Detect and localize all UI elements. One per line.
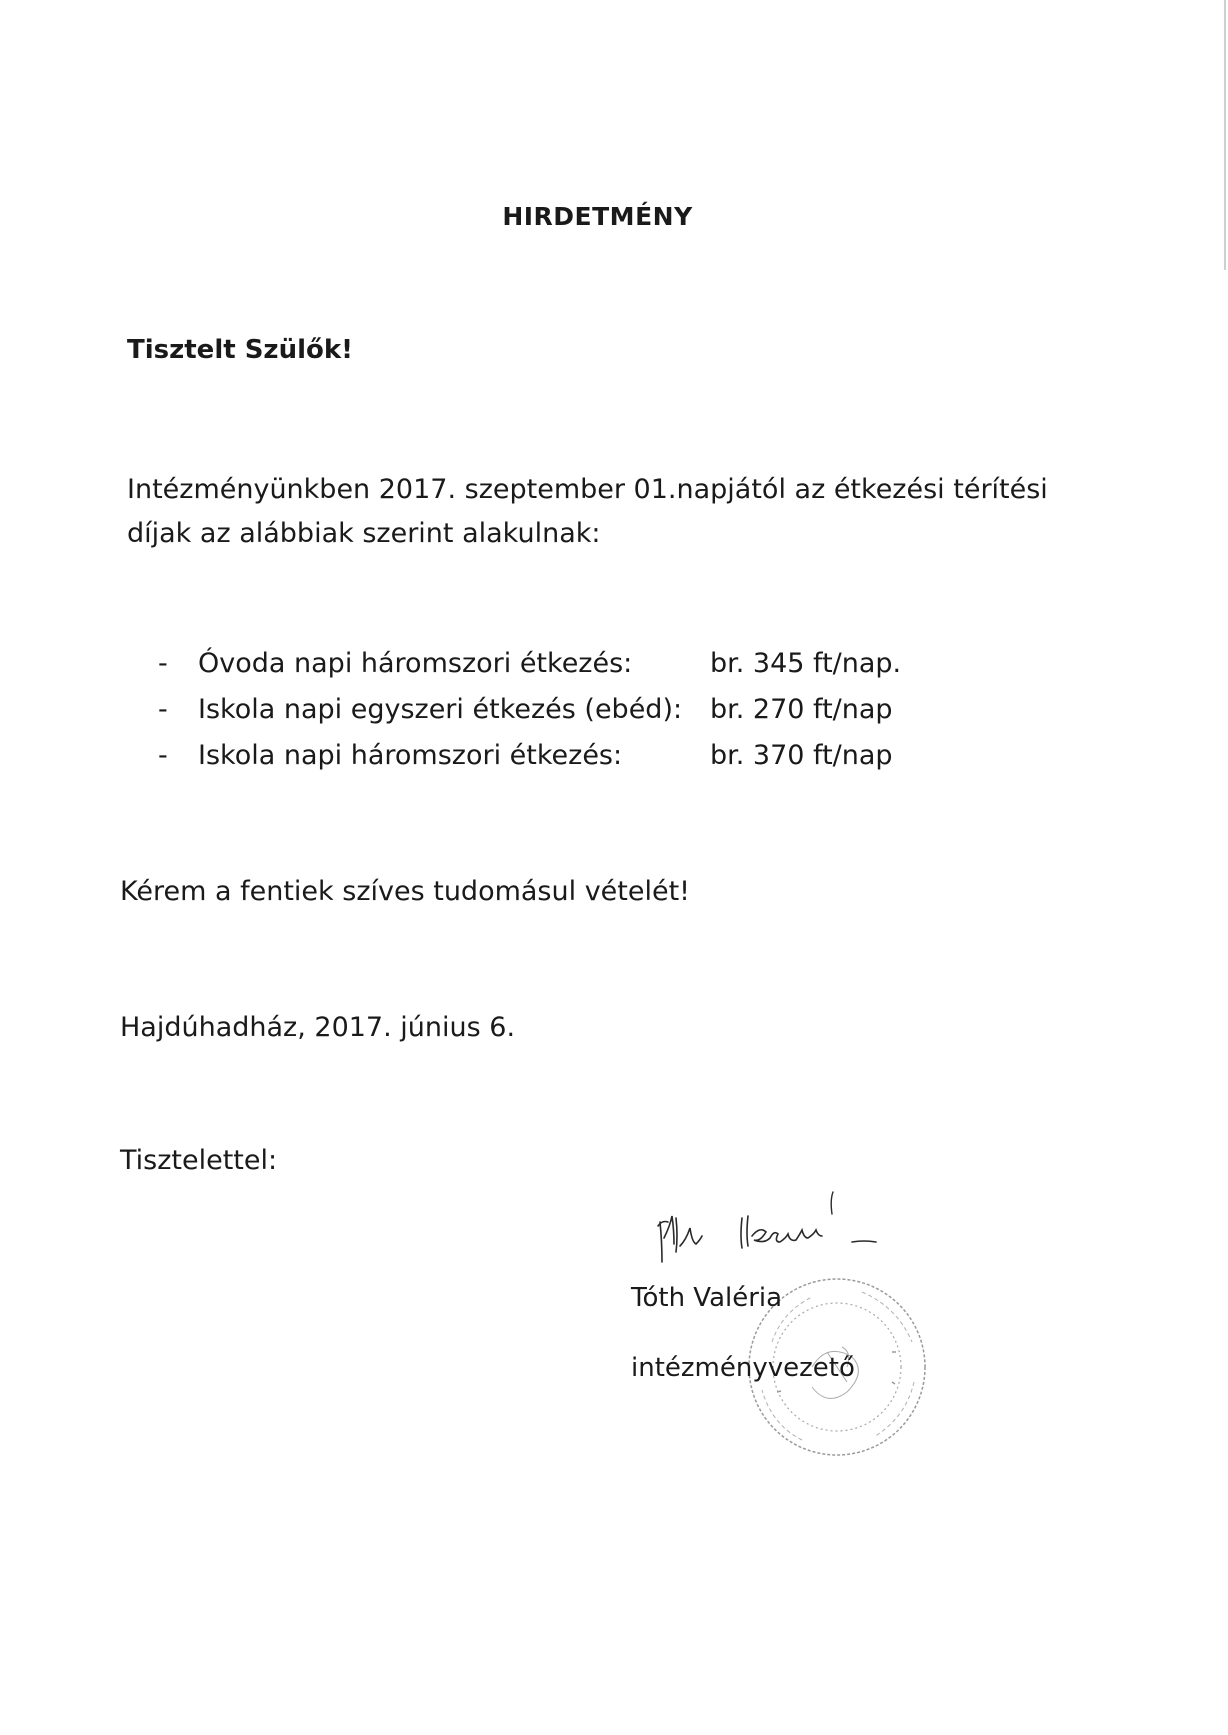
closing-sentence: Kérem a fentiek szíves tudomásul vételét! bbox=[120, 876, 691, 907]
fee-item bbox=[158, 694, 958, 740]
fee-label: Óvoda napi háromszori étkezés: bbox=[198, 648, 633, 679]
signer-name: Tóth Valéria bbox=[631, 1283, 783, 1313]
bullet-dash: - bbox=[158, 740, 168, 771]
handwritten-signature bbox=[650, 1188, 920, 1278]
fee-label: Iskola napi egyszeri étkezés (ebéd): bbox=[198, 694, 683, 725]
intro-paragraph: Intézményünkben 2017. szeptember 01.napjától az étkezési térítési díjak az alábbiak szerint alakulnak: bbox=[127, 474, 1048, 549]
bullet-dash: - bbox=[158, 648, 168, 679]
bullet-dash: - bbox=[158, 694, 168, 725]
fee-value: br. 270 ft/nap bbox=[710, 694, 893, 725]
fee-label: Iskola napi háromszori étkezés: bbox=[198, 740, 623, 771]
fee-list bbox=[158, 648, 958, 786]
scan-edge-line bbox=[1224, 0, 1226, 270]
place-and-date: Hajdúhadház, 2017. június 6. bbox=[120, 1012, 516, 1043]
fee-value: br. 370 ft/nap bbox=[710, 740, 893, 771]
signer-title: intézményvezető bbox=[631, 1353, 855, 1383]
salutation: Tisztelt Szülők! bbox=[127, 335, 354, 365]
document-title: HIRDETMÉNY bbox=[502, 202, 693, 231]
fee-value: br. 345 ft/nap. bbox=[710, 648, 902, 679]
fee-item bbox=[158, 740, 958, 786]
regards: Tisztelettel: bbox=[120, 1145, 278, 1176]
fee-item bbox=[158, 648, 958, 694]
